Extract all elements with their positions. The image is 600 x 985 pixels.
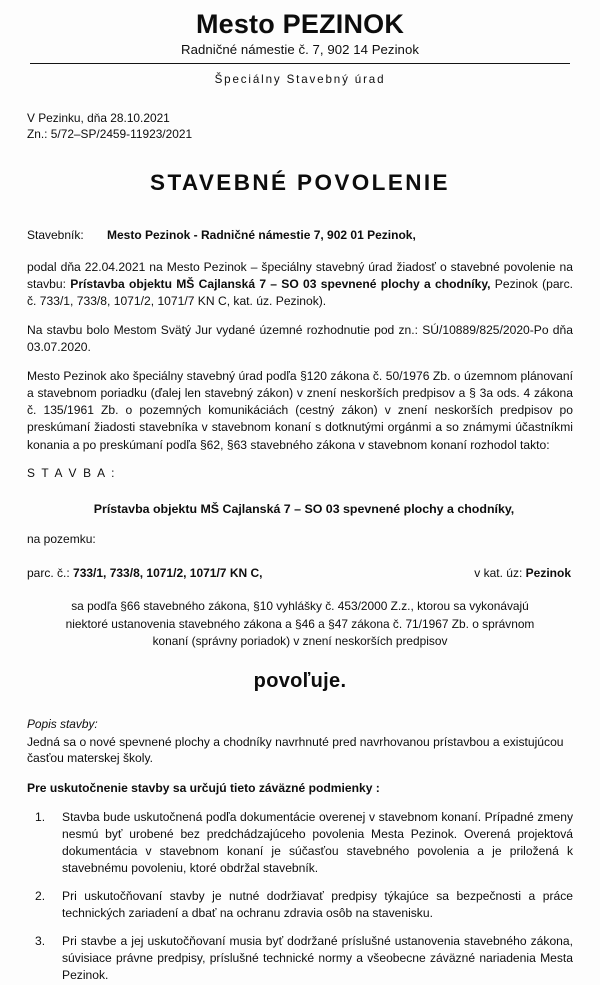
- cadastre-area: [474, 566, 573, 582]
- application-subject: Prístavba objektu MŠ Cajlanská 7 – SO 03 spevnené plochy a chodníky,: [70, 277, 491, 292]
- law-reference-note: sa podľa §66 stavebného zákona, §10 vyhlášky č. 453/2000 Z.z., ktorou sa vykonávajú niektoré ustanovenia stavebného zákona a §46 a §47 zákona č. 71/1967 Zb. o správnom konaní (správny poriadok) v znení neskorších predpisov: [65, 599, 535, 648]
- application-intro: podal dňa 22.04.2021 na Mesto Pezinok – špeciálny stavebný úrad žiadosť o stavebné povolenie na stavbu:: [27, 260, 573, 292]
- land-label: na pozemku:: [27, 532, 96, 547]
- parcel-value: 733/1, 733/8, 1071/2, 1071/7 KN C,: [73, 565, 263, 580]
- letterhead: [27, 0, 573, 87]
- structure-label: S T A V B A :: [27, 465, 117, 480]
- description-label: Popis stavby:: [27, 717, 98, 732]
- application-paragraph: [27, 259, 573, 310]
- file-number: Zn.: 5/72–SP/2459-11923/2021: [27, 127, 193, 142]
- list-item-text: Stavba bude uskutočnená podľa dokumentácie overenej v stavebnom konaní. Prípadné zmeny nesmú byť urobené bez predchádzajúceho povolenia Mesta Pezinok. Overená projektová dokumentácia v stavebnom konaní je súčasťou stavebného povolenia a je priložená k stavebnému povoleniu, ktoré obdržal stavebník.: [62, 810, 573, 876]
- cadastre-value: Pezinok: [525, 565, 571, 580]
- conditions-heading: Pre uskutočnenie stavby sa určujú tieto záväzné podmienky :: [27, 781, 380, 796]
- parcel-label: parc. č.:: [27, 565, 74, 580]
- zoning-decision-paragraph: Na stavbu bolo Mestom Svätý Jur vydané územné rozhodnutie pod zn.: SÚ/10889/825/2020-Po dňa 03.07.2020.: [27, 323, 573, 355]
- cadastre-label: v kat. úz:: [474, 565, 526, 580]
- list-item-number: 1.: [35, 810, 46, 825]
- list-item-number: 2.: [35, 889, 46, 904]
- application-tail: Pezinok (parc. č. 733/1, 733/8, 1071/2, 1071/7 KN C, kat. úz. Pezinok).: [27, 277, 573, 309]
- parcel-numbers: [27, 566, 262, 582]
- legal-basis-paragraph: Mesto Pezinok ako špeciálny stavebný úrad podľa §120 zákona č. 50/1976 Zb. o územnom plánovaní a stavebnom poriadku (ďalej len stavebný zákon) v znení neskorších predpisov a § 3a ods. 4 zákona č. 135/1961 Zb. o pozemných komunikáciách (cestný zákon) v znení neskorších predpisov po preskúmaní žiadosti stavebníka v stavebnom konaní s dotknutými orgánmi a so známymi účastníkmi konania a po preskúmaní podľa §62, §63 stavebného zákona v stavebnom konaní rozhodol takto:: [27, 369, 573, 452]
- list-item-text: Pri stavbe a jej uskutočňovaní musia byť dodržané príslušné ustanovenia stavebného zákona, súvisiace právne predpisy, príslušné technické normy a všeobecne záväzné nariadenia Mesta Pezinok.: [62, 934, 573, 983]
- grant-word: povoľuje.: [253, 670, 347, 693]
- parcel-row: [27, 566, 573, 582]
- list-item: [27, 933, 573, 984]
- description-text: Jedná sa o nové spevnené plochy a chodníky navrhnuté pred navrhovanou prístavbou a existujúcou časťou materskej školy.: [27, 734, 564, 766]
- builder-value: Mesto Pezinok - Radničné námestie 7, 902 01 Pezinok,: [107, 228, 416, 243]
- list-item: [27, 809, 573, 877]
- builder-label: Stavebník:: [27, 228, 84, 243]
- conditions-list: [27, 809, 573, 984]
- structure-title: Prístavba objektu MŠ Cajlanská 7 – SO 03 spevnené plochy a chodníky,: [93, 502, 515, 517]
- builder-row: [27, 228, 573, 244]
- reference-block: [27, 110, 573, 143]
- list-item: [27, 888, 573, 922]
- list-item-text: Pri uskutočňovaní stavby je nutné dodržiavať predpisy týkajúce sa bezpečnosti a práce technických zariadení a dbať na ochranu zdravia osôb na stavenisku.: [62, 889, 573, 921]
- list-item-number: 3.: [35, 934, 46, 949]
- header-divider: [30, 63, 570, 64]
- department-name: Špeciálny Stavebný úrad: [214, 72, 386, 86]
- organization-address: Radničné námestie č. 7, 902 14 Pezinok: [181, 42, 419, 58]
- organization-name: Mesto PEZINOK: [195, 9, 405, 39]
- place-and-date: V Pezinku, dňa 28.10.2021: [27, 110, 170, 125]
- document-title: STAVEBNÉ POVOLENIE: [150, 170, 450, 196]
